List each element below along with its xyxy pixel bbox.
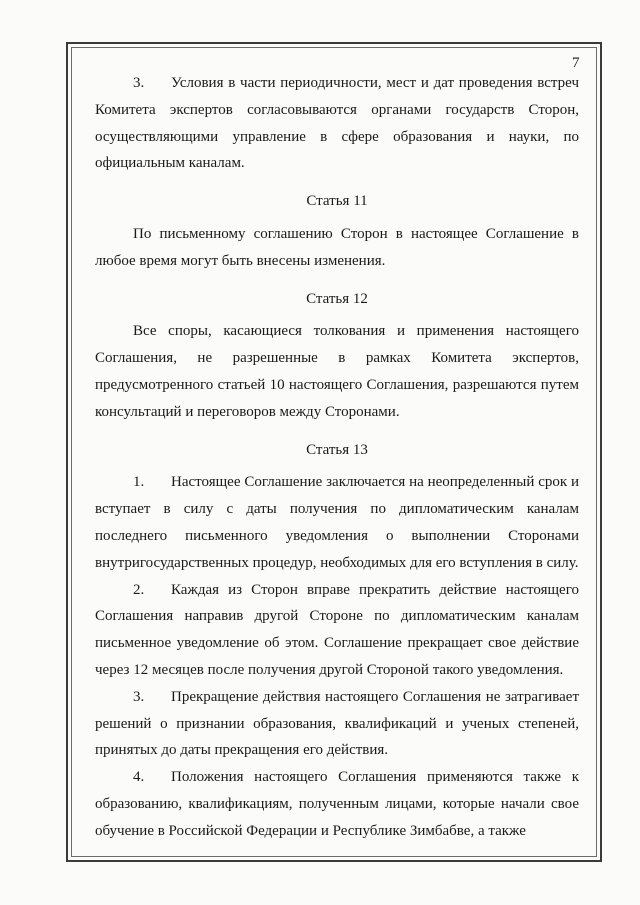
paragraph-number: 3. [133,688,145,705]
article-title: Статья 12 [306,290,368,307]
paragraph-text: Положения настоящего Соглашения применяются также к образованию, квалификациям, полученным лицами, которые начали свое обучение в Российской Федерации и Республике Зимбабве, а также [95,769,579,839]
paragraph-text: Условия в части периодичности, мест и дат проведения встреч Комитета экспертов согласовываются органами государств Сторон, осуществляющими управление в сфере образования и науки, по официальным каналам. [95,75,579,172]
numbered-paragraph [95,764,579,844]
paragraph-number: 2. [133,581,145,598]
article-title: Статья 13 [306,441,368,458]
paragraph-text: Настоящее Соглашение заключается на неопределенный срок и вступает в силу с даты получения по дипломатическим каналам последнего письменного уведомления о выполнении Сторонами внутригосударственных процедур, необходимых для его вступления в силу. [95,474,579,571]
numbered-paragraph [95,469,579,576]
numbered-paragraph [95,70,579,177]
paragraph-number: 3. [133,75,145,91]
paragraph-number: 1. [133,474,145,491]
numbered-paragraph [95,684,579,764]
paragraph-number: 4. [133,769,145,786]
document-body [95,70,579,845]
paragraph: Все споры, касающиеся толкования и применения настоящего Соглашения, не разрешенные в рамках Комитета экспертов, предусмотренного статьей 10 настоящего Соглашения, разрешаются путем консультаций и переговоров между Сторонами. [95,323,579,420]
article-title: Статья 11 [306,193,368,210]
paragraph: По письменному соглашению Сторон в настоящее Соглашение в любое время могут быть внесены изменения. [95,225,579,269]
paragraph-text: Каждая из Сторон вправе прекратить действие настоящего Соглашения направив другой Стороне по дипломатическим каналам письменное уведомление об этом. Соглашение прекращает свое действие через 12 месяцев после получения другой Стороной такого уведомления. [95,581,579,678]
numbered-paragraph [95,577,579,684]
paragraph-text: Прекращение действия настоящего Соглашения не затрагивает решений о признании образования, квалификаций и ученых степеней, принятых до даты прекращения его действия. [95,688,579,759]
page-number: 7 [572,55,580,71]
